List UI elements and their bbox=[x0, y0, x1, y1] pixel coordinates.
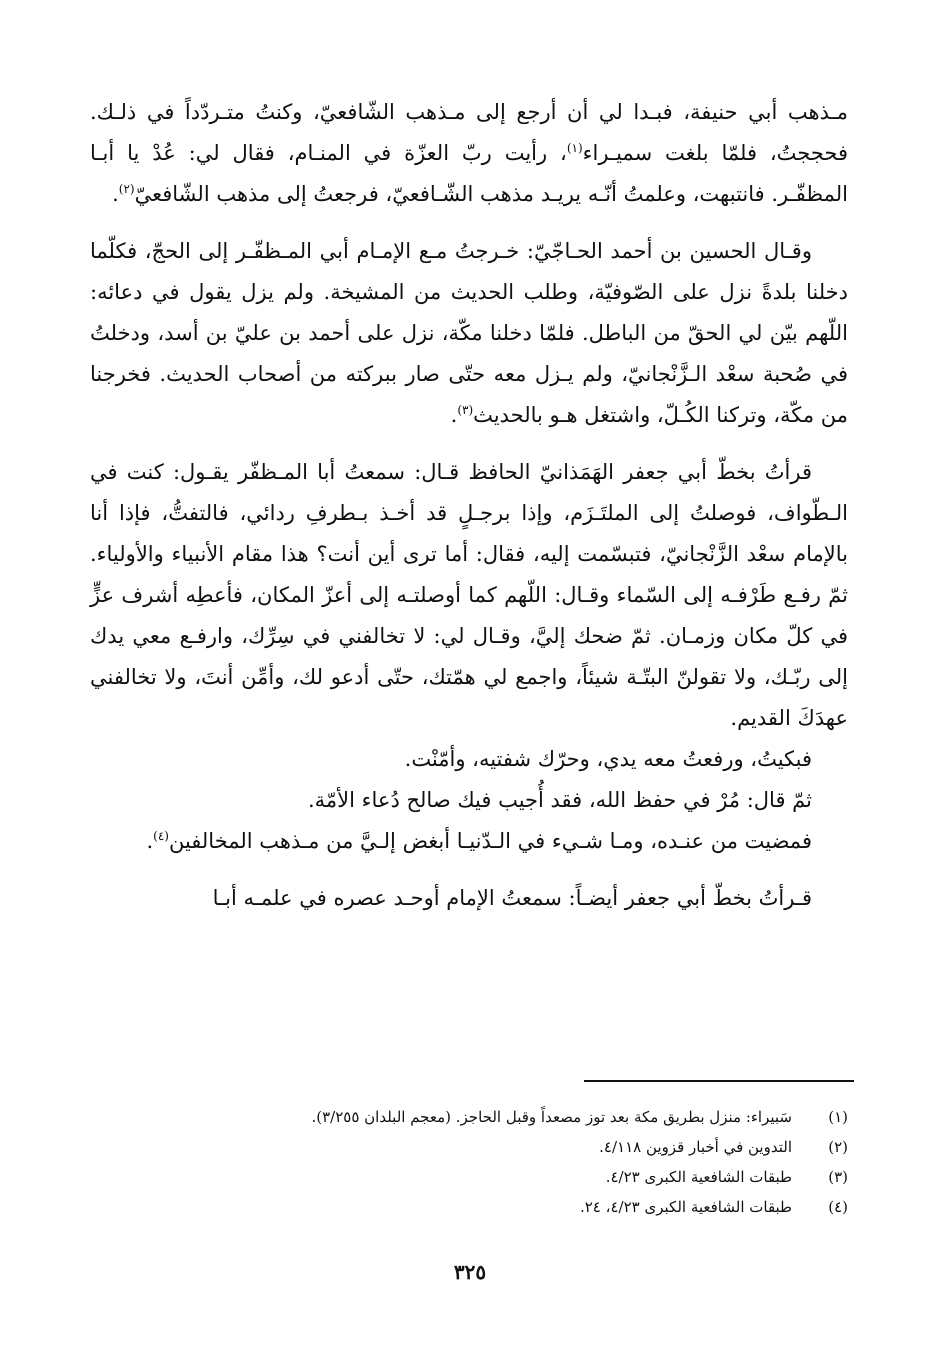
footnote-2 bbox=[90, 1132, 848, 1162]
footnote-text: طبقات الشافعية الكبرى ٤/٢٣. bbox=[605, 1168, 792, 1186]
paragraph-end: . bbox=[146, 829, 154, 853]
paragraph-5 bbox=[90, 780, 848, 821]
footnote-text: التدوين في أخبار قزوين ٤/١١٨. bbox=[599, 1138, 792, 1156]
paragraph-end: . bbox=[450, 403, 458, 427]
footnote-number: (١) bbox=[828, 1108, 848, 1126]
paragraph-7 bbox=[90, 878, 848, 919]
footnote-number: (٤) bbox=[828, 1198, 848, 1216]
paragraph-2 bbox=[90, 231, 848, 436]
paragraph-text: ، رأيت ربّ العزّة في المنـام، فقال لي: عُدْ يا أبـا المظفّـر. فانتبهت، وعلمتُ أنّـه يريـد مذهب الشّـافعيّ، فرجعتُ إلى مذهب الشّافعيّ bbox=[90, 141, 848, 206]
footnote-marker: (١) bbox=[566, 141, 583, 155]
footnote-3 bbox=[90, 1162, 848, 1192]
main-text bbox=[90, 92, 848, 935]
paragraph-6 bbox=[90, 821, 848, 862]
footnote-1 bbox=[90, 1102, 848, 1132]
paragraph-3 bbox=[90, 452, 848, 739]
paragraph-text: قـرأتُ بخطّ أبي جعفر أيضـاً: سمعتُ الإمام أوحـد عصره في علمـه أبـا bbox=[212, 886, 812, 910]
footnote-divider bbox=[584, 1080, 854, 1082]
paragraph-text: ثمّ قال: مُرْ في حفظ الله، فقد أُجيب فيك صالح دُعاء الأمّة. bbox=[307, 788, 812, 812]
paragraph-text: قرأتُ بخطّ أبي جعفر الهَمَذانيّ الحافظ قـال: سمعتُ أبا المـظفّر يقـول: كنت في الـطّواف، فوصلتُ إلى الملتَـزَم، وإذا برجـلٍ قد أخـذ بـطرفِ ردائي، فالتفتُّ، فإذا أنا بالإمام سعْد الزَّنْجانيّ، فتبسّمت إليه، فقال: أما ترى أين أنت؟ هذا مقام الأنبياء والأولياء. ثمّ رفـع طَرْفـه إلى السّماء وقـال: اللّهم كما أوصلتـه إلى أعزّ المكان، فأعطِه أشرف عزٍّ في كلّ مكان وزمـان. ثمّ ضحك إليَّ، وقـال لي: لا تخالفني في سِرِّك، وارفـع معي يدك إلى ربّـك، ولا تقولنّ البتّـة شيئاً، واجمع لي همّتك، حتّى أدعو لك، وأمِّن أنتَ، ولا تخالفني عهدَكَ القديم. bbox=[90, 460, 848, 730]
footnote-number: (٢) bbox=[828, 1138, 848, 1156]
footnote-marker: (٢) bbox=[118, 182, 135, 196]
footnotes bbox=[90, 1102, 848, 1222]
footnote-text: طبقات الشافعية الكبرى ٤/٢٣، ٢٤. bbox=[579, 1198, 792, 1216]
footnote-4 bbox=[90, 1192, 848, 1222]
paragraph-text: وقـال الحسين بن أحمد الحـاجّيّ: خـرجتُ مـع الإمـام أبي المـظفّـر إلى الحجّ، فكلّما دخلنا بلدةً نزل على الصّوفيّة، وطلب الحديث من المشيخة. ولم يزل يقول في دعائه: اللّهم بيّن لي الحقّ من الباطل. فلمّا دخلنا مكّة، نزل على أحمد بن عليّ بن أسد، ودخلتُ في صُحبة سعْد الـزَّنْجانيّ، ولم يـزل معه حتّى صار ببركته من أصحاب الحديث. فخرجنا من مكّة، وتركنا الكُـلّ، واشتغل هـو بالحديث bbox=[90, 239, 848, 427]
paragraph-end: . bbox=[112, 182, 119, 206]
paragraph-1 bbox=[90, 92, 848, 215]
page-number: ٣٢٥ bbox=[453, 1260, 487, 1284]
paragraph-text: فمضيت من عنـده، ومـا شـيء في الـدّنيـا أبغض إلـيَّ من مـذهب المخالفين bbox=[168, 829, 812, 853]
footnote-text: سَبيراء: منزل بطريق مكة بعد توز مصعداً وقبل الحاجز. (معجم البلدان ٣/٢٥٥). bbox=[311, 1108, 792, 1126]
footnote-number: (٣) bbox=[828, 1168, 848, 1186]
footnote-marker: (٣) bbox=[457, 403, 474, 417]
paragraph-text: فبكيتُ، ورفعتُ معه يدي، وحرّك شفتيه، وأمّنْت. bbox=[404, 747, 812, 771]
footnote-marker: (٤) bbox=[153, 829, 169, 843]
paragraph-4 bbox=[90, 739, 848, 780]
paragraph-text: مـذهب أبي حنيفة، فبـدا لي أن أرجع إلى مـذهب الشّافعيّ، وكنتُ متـردّداً في ذلـك. فحججتُ، فلمّا بلغت سميـراء bbox=[90, 100, 848, 165]
